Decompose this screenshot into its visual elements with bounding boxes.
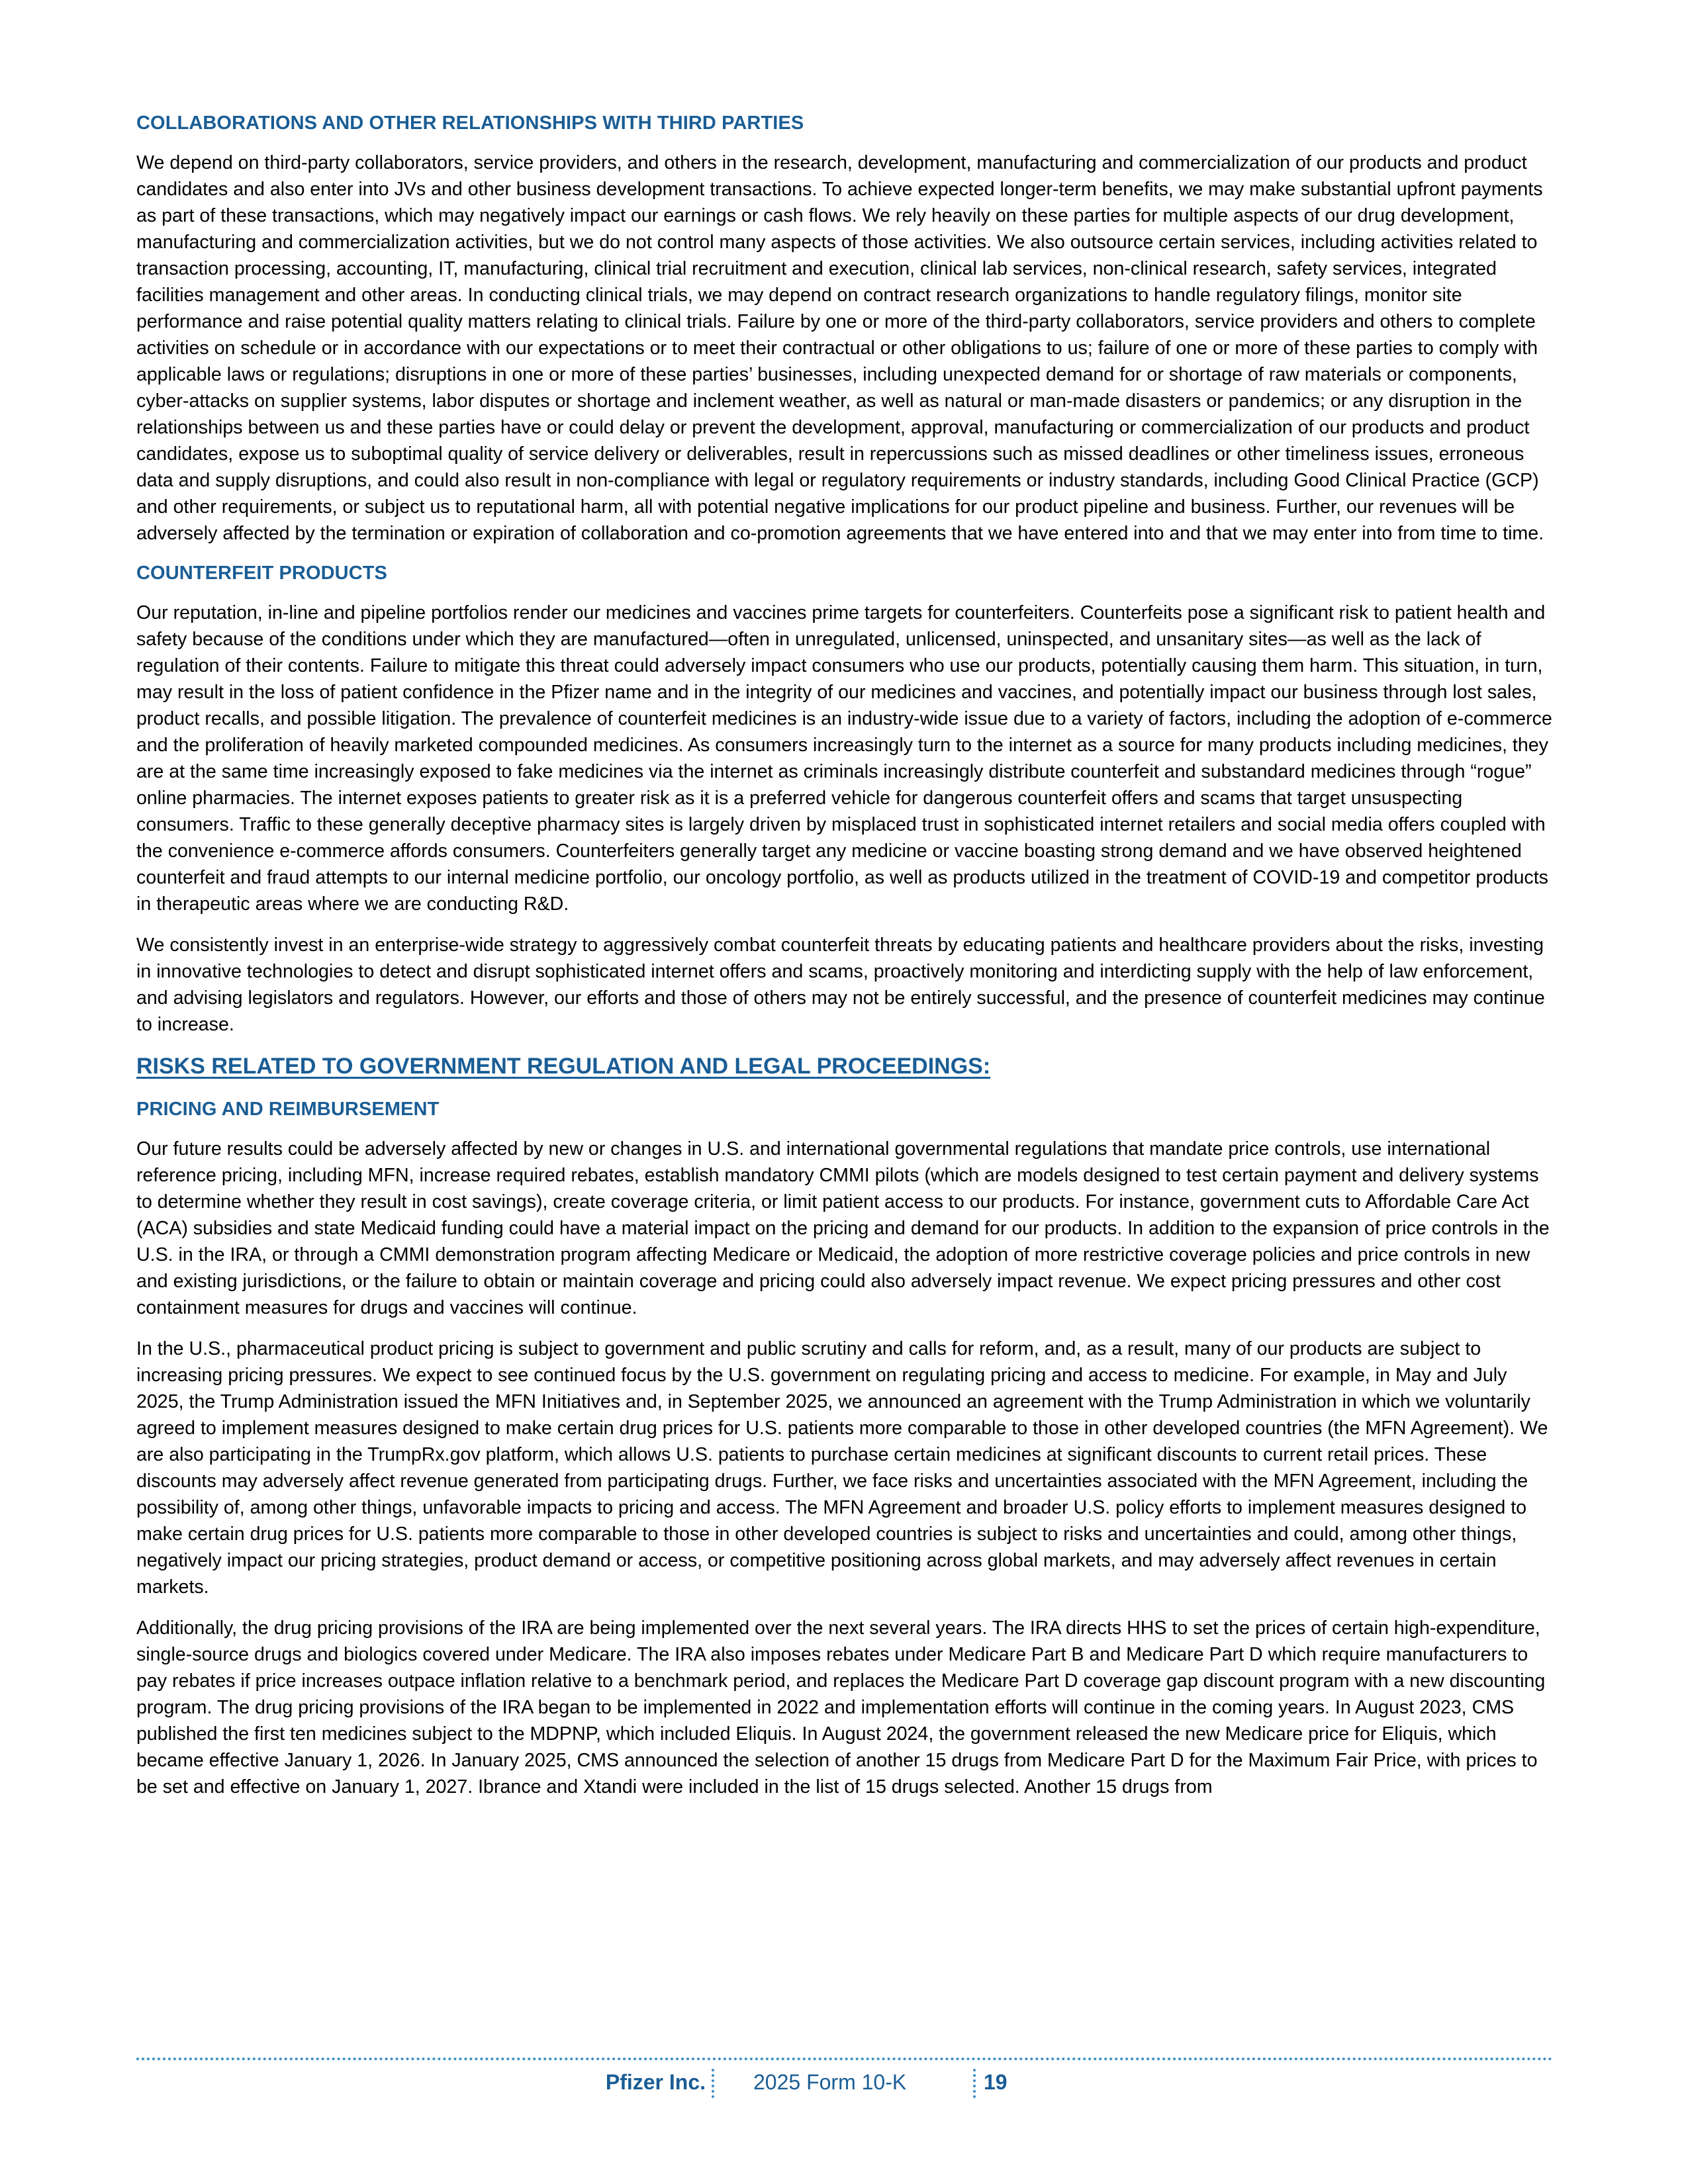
paragraph-collaborations: We depend on third-party collaborators, service providers, and others in the research, development, manufacturing and commercialization of our products and product candidates and also enter into JVs and other business development transactions. To achieve expected longer-term benefits, we may make substantial upfront payments as part of these transactions, which may negatively impact our earnings or cash flows. We rely heavily on these parties for multiple aspects of our drug development, manufacturing and commercialization activities, but we do not control many aspects of those activities. We also outsource certain services, including activities related to transaction processing, accounting, IT, manufacturing, clinical trial recruitment and execution, clinical lab services, non-clinical research, safety services, integrated facilities management and other areas. In conducting clinical trials, we may depend on contract research organizations to handle regulatory filings, monitor site performance and raise potential quality matters relating to clinical trials. Failure by one or more of the third-party collaborators, service providers and others to complete activities on schedule or in accordance with our expectations or to meet their contractual or other obligations to us; failure of one or more of these parties to comply with applicable laws or regulations; disruptions in one or more of these parties’ businesses, including unexpected demand for or shortage of raw materials or components, cyber-attacks on supplier systems, labor disputes or shortage and inclement weather, as well as natural or man-made disasters or pandemics; or any disruption in the relationships between us and these parties have or could delay or prevent the development, approval, manufacturing or commercialization of our products and product candidates, expose us to suboptimal quality of service delivery or deliverables, result in repercussions such as missed deadlines or other timeliness issues, erroneous data and supply disruptions, and could also result in non-compliance with legal or regulatory requirements or industry standards, including Good Clinical Practice (GCP) and other requirements, or subject us to reputational harm, all with potential negative implications for our product pipeline and business. Further, our revenues will be adversely affected by the termination or expiration of collaboration and co-promotion agreements that we have entered into and that we may enter into from time to time. (136, 152, 1544, 544)
paragraph-pricing-2: In the U.S., pharmaceutical product pricing is subject to government and public scrutiny and calls for reform, and, as a result, many of our products are subject to increasing pricing pressures. We expect to see continued focus by the U.S. government on regulating pricing and access to medicine. For example, in May and July 2025, the Trump Administration issued the MFN Initiatives and, in September 2025, we announced an agreement with the Trump Administration in which we voluntarily agreed to implement measures designed to make certain drug prices for U.S. patients more comparable to those in other developed countries (the MFN Agreement). We are also participating in the TrumpRx.gov platform, which allows U.S. patients to purchase certain medicines at significant discounts to current retail prices. These discounts may adversely affect revenue generated from participating drugs. Further, we face risks and uncertainties associated with the MFN Agreement, including the possibility of, among other things, unfavorable impacts to pricing and access. The MFN Agreement and broader U.S. policy efforts to implement measures designed to make certain drug prices for U.S. patients more comparable to those in other developed countries is subject to risks and uncertainties and could, among other things, negatively impact our pricing strategies, product demand or access, or competitive positioning across global markets, and may adversely affect revenues in certain markets. (136, 1338, 1548, 1598)
section-heading-collaborations: COLLABORATIONS AND OTHER RELATIONSHIPS WITH THIRD PARTIES (136, 113, 804, 134)
page-footer (0, 2068, 1688, 2101)
paragraph-counterfeit-1: Our reputation, in-line and pipeline portfolios render our medicines and vaccines prime targets for counterfeiters. Counterfeits pose a significant risk to patient health and safety because of the conditions under which they are manufactured—often in unregulated, unlicensed, uninspected, and unsanitary sites—as well as the lack of regulation of their contents. Failure to mitigate this threat could adversely impact consumers who use our products, potentially causing them harm. This situation, in turn, may result in the loss of patient confidence in the Pfizer name and in the integrity of our medicines and vaccines, and potentially impact our business through lost sales, product recalls, and possible litigation. The prevalence of counterfeit medicines is an industry-wide issue due to a variety of factors, including the adoption of e-commerce and the proliferation of heavily marketed compounded medicines. As consumers increasingly turn to the internet as a source for many products including medicines, they are at the same time increasingly exposed to fake medicines via the internet as criminals increasingly distribute counterfeit and substandard medicines through “rogue” online pharmacies. The internet exposes patients to greater risk as it is a preferred vehicle for dangerous counterfeit offers and scams that target unsuspecting consumers. Traffic to these generally deceptive pharmacy sites is largely driven by misplaced trust in sophisticated internet retailers and social media offers coupled with the convenience e-commerce affords consumers. Counterfeiters generally target any medicine or vaccine boasting strong demand and we have observed heightened counterfeit and fraud attempts to our internal medicine portfolio, our oncology portfolio, as well as products utilized in the treatment of COVID-19 and competitor products in therapeutic areas where we are conducting R&D. (136, 602, 1552, 915)
page-number: 19 (984, 2070, 1008, 2094)
footer-company: Pfizer Inc. (605, 2070, 706, 2094)
footer-divider (136, 2058, 1553, 2060)
paragraph-pricing-3: Additionally, the drug pricing provisions of the IRA are being implemented over the next several years. The IRA directs HHS to set the prices of certain high-expenditure, single-source drugs and biologics covered under Medicare. The IRA also imposes rebates under Medicare Part B and Medicare Part D which require manufacturers to pay rebates if price increases outpace inflation relative to a benchmark period, and replaces the Medicare Part D coverage gap discount program with a new discounting program. The drug pricing provisions of the IRA began to be implemented in 2022 and implementation efforts will continue in the coming years. In August 2023, CMS published the first ten medicines subject to the MDPNP, which included Eliquis. In August 2024, the government released the new Medicare price for Eliquis, which became effective January 1, 2026. In January 2025, CMS announced the selection of another 15 drugs from Medicare Part D for the Maximum Fair Price, with prices to be set and effective on January 1, 2027. Ibrance and Xtandi were included in the list of 15 drugs selected. Another 15 drugs from (136, 1617, 1546, 1797)
footer-separator (973, 2069, 976, 2098)
paragraph-pricing-1: Our future results could be adversely affected by new or changes in U.S. and international governmental regulations that mandate price controls, use international reference pricing, including MFN, increase required rebates, establish mandatory CMMI pilots (which are models designed to test certain payment and delivery systems to determine whether they result in cost savings), create coverage criteria, or limit patient access to our products. For instance, government cuts to Affordable Care Act (ACA) subsidies and state Medicaid funding could have a material impact on the pricing and demand for our products. In addition to the expansion of price controls in the U.S. in the IRA, or through a CMMI demonstration program affecting Medicare or Medicaid, the adoption of more restrictive coverage policies and price controls in new and existing jurisdictions, or the failure to obtain or maintain coverage and pricing could also adversely impact revenue. We expect pricing pressures and other cost containment measures for drugs and vaccines will continue. (136, 1138, 1550, 1318)
paragraph-counterfeit-2: We consistently invest in an enterprise-wide strategy to aggressively combat counterfeit threats by educating patients and healthcare providers about the risks, investing in innovative technologies to detect and disrupt sophisticated internet offers and scams, proactively monitoring and interdicting supply with the help of law enforcement, and advising legislators and regulators. However, our efforts and those of others may not be entirely successful, and the presence of counterfeit medicines may continue to increase. (136, 934, 1545, 1035)
footer-separator (712, 2069, 714, 2098)
document-page (136, 111, 1553, 1815)
section-heading-counterfeit: COUNTERFEIT PRODUCTS (136, 563, 387, 584)
footer-form-name: 2025 Form 10-K (753, 2070, 907, 2094)
section-heading-pricing: PRICING AND REIMBURSEMENT (136, 1099, 440, 1120)
major-heading-government-regulation: RISKS RELATED TO GOVERNMENT REGULATION AND LEGAL PROCEEDINGS: (136, 1054, 991, 1079)
